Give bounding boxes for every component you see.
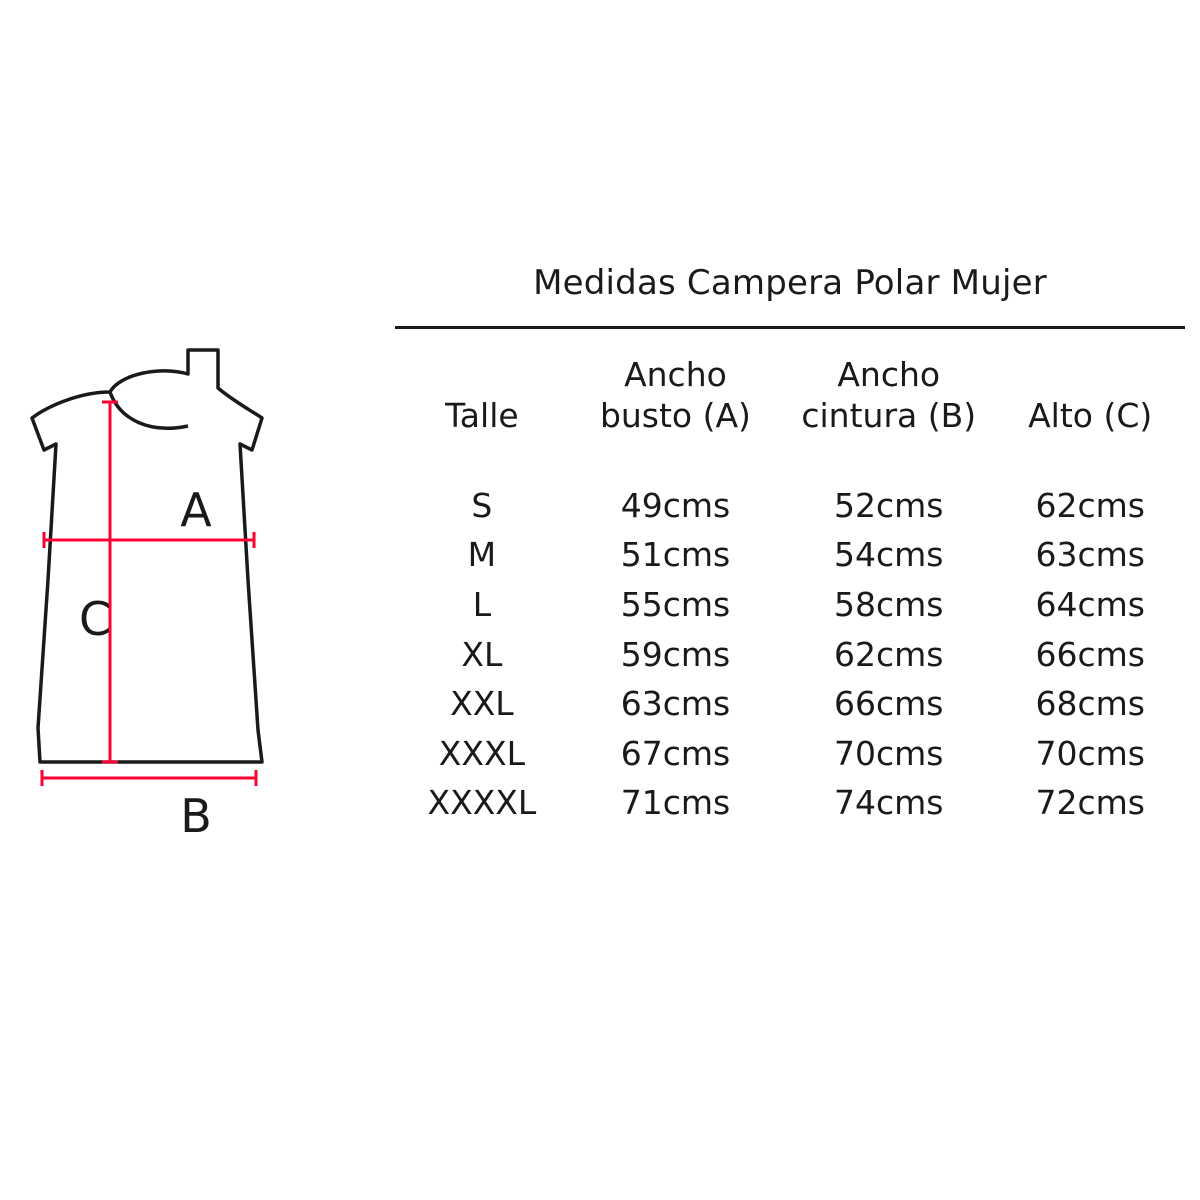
cell-height: 68cms [1035, 684, 1145, 724]
header-height [995, 355, 1185, 442]
bust-dimension-label: A [180, 483, 212, 537]
cell-waist: 66cms [834, 684, 944, 724]
cell-height: 62cms [1035, 485, 1145, 525]
title-divider [395, 326, 1185, 329]
header-row [395, 355, 1185, 442]
cell-bust: 59cms [620, 634, 731, 674]
cell-waist: 54cms [834, 535, 944, 575]
garment-diagram [0, 330, 390, 890]
header-height-line2: Alto (C) [1028, 395, 1153, 435]
cell-talle: M [467, 535, 497, 575]
table-row [395, 442, 1185, 531]
size-table-header [395, 355, 1185, 442]
cell-height: 72cms [1035, 783, 1145, 823]
cell-talle: XL [461, 634, 503, 674]
cell-talle: S [471, 485, 493, 525]
header-bust-line2: busto (A) [599, 395, 751, 435]
header-waist-line2: cintura (B) [801, 395, 977, 435]
cell-waist: 62cms [834, 634, 944, 674]
table-row [395, 630, 1185, 680]
cell-waist: 74cms [834, 783, 944, 823]
garment-outline [32, 350, 262, 762]
table-row [395, 679, 1185, 729]
cell-talle: XXXXL [427, 783, 537, 823]
header-bust [569, 355, 782, 442]
header-bust-line1: Ancho [624, 355, 727, 395]
cell-talle: XXXL [438, 733, 525, 773]
cell-height: 64cms [1035, 584, 1145, 624]
height-dimension-label: C [78, 592, 112, 646]
size-table-body [395, 442, 1185, 828]
cell-bust: 63cms [620, 684, 731, 724]
table-row [395, 729, 1185, 779]
header-waist-line1: Ancho [837, 355, 941, 395]
cell-waist: 58cms [834, 584, 944, 624]
cell-bust: 55cms [620, 584, 731, 624]
page-title: Medidas Campera Polar Mujer [533, 263, 1047, 303]
measurement-guides [42, 402, 256, 786]
cell-talle: XXL [450, 684, 514, 724]
cell-height: 66cms [1035, 634, 1145, 674]
table-row [395, 778, 1185, 828]
cell-waist: 52cms [834, 485, 944, 525]
cell-bust: 51cms [620, 535, 731, 575]
header-talle-line2: Talle [445, 395, 519, 435]
waist-dimension-label: B [180, 789, 212, 843]
cell-bust: 49cms [620, 485, 731, 525]
cell-bust: 67cms [620, 733, 731, 773]
header-talle [395, 355, 569, 442]
cell-height: 63cms [1035, 535, 1145, 575]
table-row [395, 580, 1185, 630]
table-row [395, 530, 1185, 580]
size-table [395, 355, 1185, 827]
header-waist [782, 355, 995, 442]
size-table-panel [395, 265, 1185, 828]
cell-talle: L [472, 584, 492, 624]
cell-waist: 70cms [834, 733, 944, 773]
cell-height: 70cms [1035, 733, 1145, 773]
cell-bust: 71cms [620, 783, 731, 823]
